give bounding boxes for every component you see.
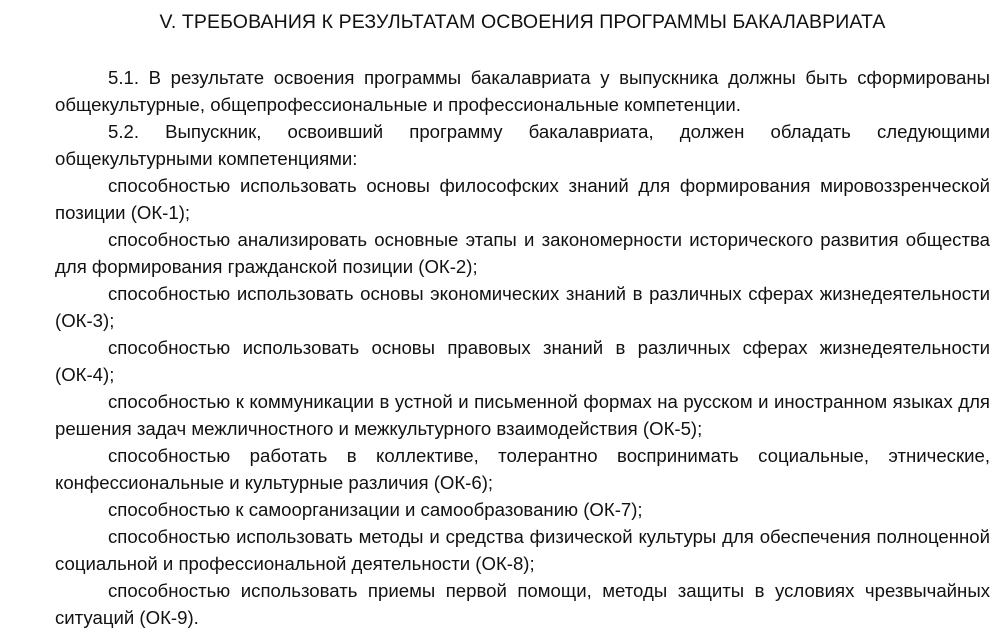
- competence-ok-5: способностью к коммуникации в устной и письменной формах на русском и иностранном языках для решения задач межличностного и межкультурного взаимодействия (ОК-5);: [55, 391, 990, 439]
- paragraph-5-2: 5.2. Выпускник, освоивший программу бакалавриата, должен обладать следующими общекультурными компетенциями:: [55, 121, 990, 169]
- competence-ok-2: способностью анализировать основные этапы и закономерности исторического развития общества для формирования гражданской позиции (ОК-2);: [55, 229, 990, 277]
- competence-ok-1: способностью использовать основы философских знаний для формирования мировоззренческой позиции (ОК-1);: [55, 175, 990, 223]
- competence-ok-7: способностью к самоорганизации и самообразованию (ОК-7);: [108, 499, 643, 520]
- competence-ok-8: способностью использовать методы и средства физической культуры для обеспечения полноценной социальной и профессиональной деятельности (ОК-8);: [55, 526, 990, 574]
- competence-ok-4: способностью использовать основы правовых знаний в различных сферах жизнедеятельности (ОК-4);: [55, 337, 990, 385]
- document-body: [55, 64, 990, 631]
- competence-ok-3: способностью использовать основы экономических знаний в различных сферах жизнедеятельности (ОК-3);: [55, 283, 990, 331]
- competence-ok-6: способностью работать в коллективе, толерантно воспринимать социальные, этнические, конфессиональные и культурные различия (ОК-6);: [55, 445, 990, 493]
- competence-ok-9: способностью использовать приемы первой помощи, методы защиты в условиях чрезвычайных ситуаций (ОК-9).: [55, 580, 990, 628]
- section-title: V. ТРЕБОВАНИЯ К РЕЗУЛЬТАТАМ ОСВОЕНИЯ ПРОГРАММЫ БАКАЛАВРИАТА: [159, 11, 886, 33]
- paragraph-5-1: 5.1. В результате освоения программы бакалавриата у выпускника должны быть сформированы общекультурные, общепрофессиональные и профессиональные компетенции.: [55, 67, 990, 115]
